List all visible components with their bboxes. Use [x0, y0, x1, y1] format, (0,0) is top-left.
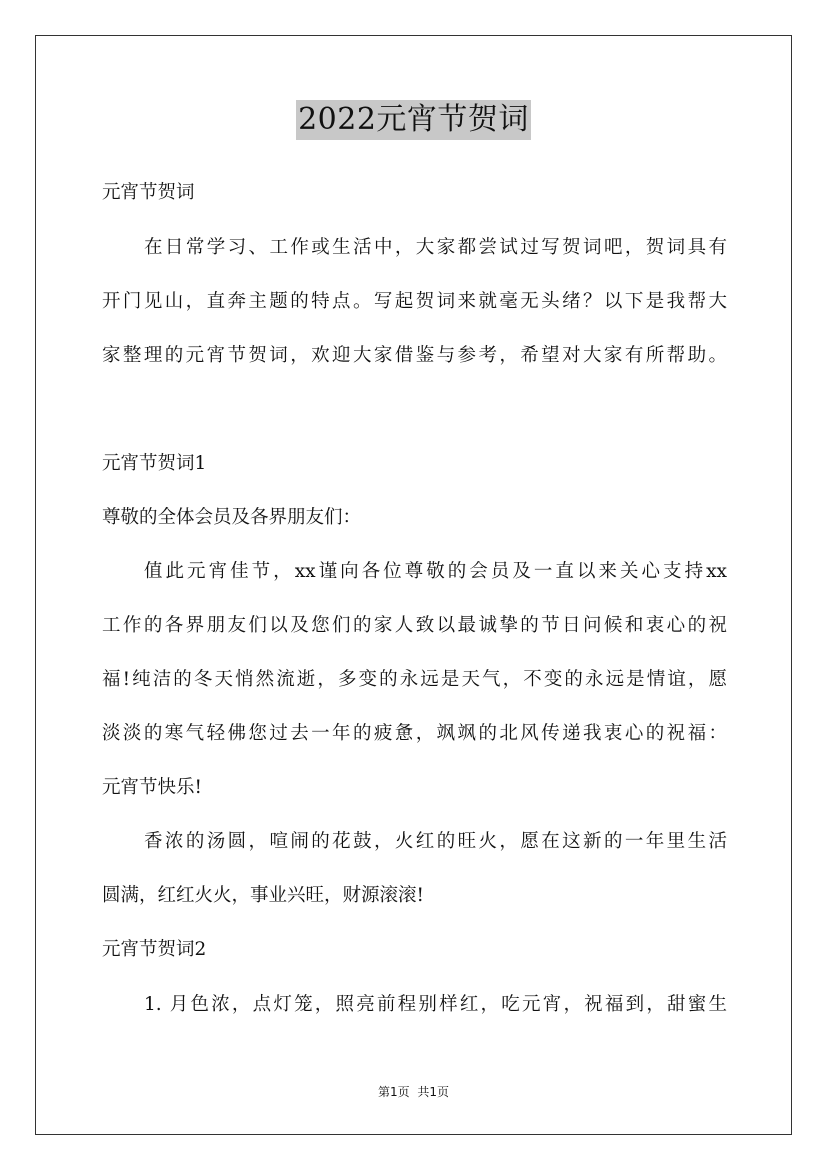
- paragraph-line: 开门见山，直奔主题的特点。写起贺词来就毫无头绪？以下是我帮大: [102, 291, 727, 312]
- paragraph-line: 淡淡的寒气轻佛您过去一年的疲惫，飒飒的北风传递我衷心的祝福：: [102, 723, 727, 744]
- page-total: 共1页: [417, 1085, 450, 1099]
- paragraph-line: 元宵节快乐!: [102, 777, 202, 798]
- paragraph-line: 家整理的元宵节贺词，欢迎大家借鉴与参考，希望对大家有所帮助。: [102, 345, 727, 366]
- paragraph-line: 值此元宵佳节，xx谨向各位尊敬的会员及一直以来关心支持xx: [144, 561, 727, 582]
- page-footer: [0, 1084, 827, 1100]
- paragraph-line: 1. 月色浓，点灯笼，照亮前程别样红，吃元宵，祝福到，甜蜜生: [144, 994, 727, 1015]
- salutation-line: 尊敬的全体会员及各界朋友们：: [102, 507, 362, 528]
- paragraph-line: 福!纯洁的冬天悄然流逝，多变的永远是天气，不变的永远是情谊，愿: [102, 669, 727, 690]
- paragraph-line: 工作的各界朋友们以及您们的家人致以最诚挚的节日问候和衷心的祝: [102, 615, 727, 636]
- paragraph-line: 在日常学习、工作或生活中，大家都尝试过写贺词吧，贺词具有: [144, 237, 727, 258]
- paragraph-line: 香浓的汤圆，喧闹的花鼓，火红的旺火，愿在这新的一年里生活: [144, 831, 727, 852]
- section-heading: 元宵节贺词2: [102, 939, 207, 960]
- document-title: 2022元宵节贺词: [296, 100, 531, 140]
- section-heading: 元宵节贺词1: [102, 453, 207, 474]
- section-heading: 元宵节贺词: [102, 182, 195, 203]
- page-number: 第1页: [377, 1085, 410, 1099]
- paragraph-line: 圆满，红红火火，事业兴旺，财源滚滚!: [102, 885, 424, 906]
